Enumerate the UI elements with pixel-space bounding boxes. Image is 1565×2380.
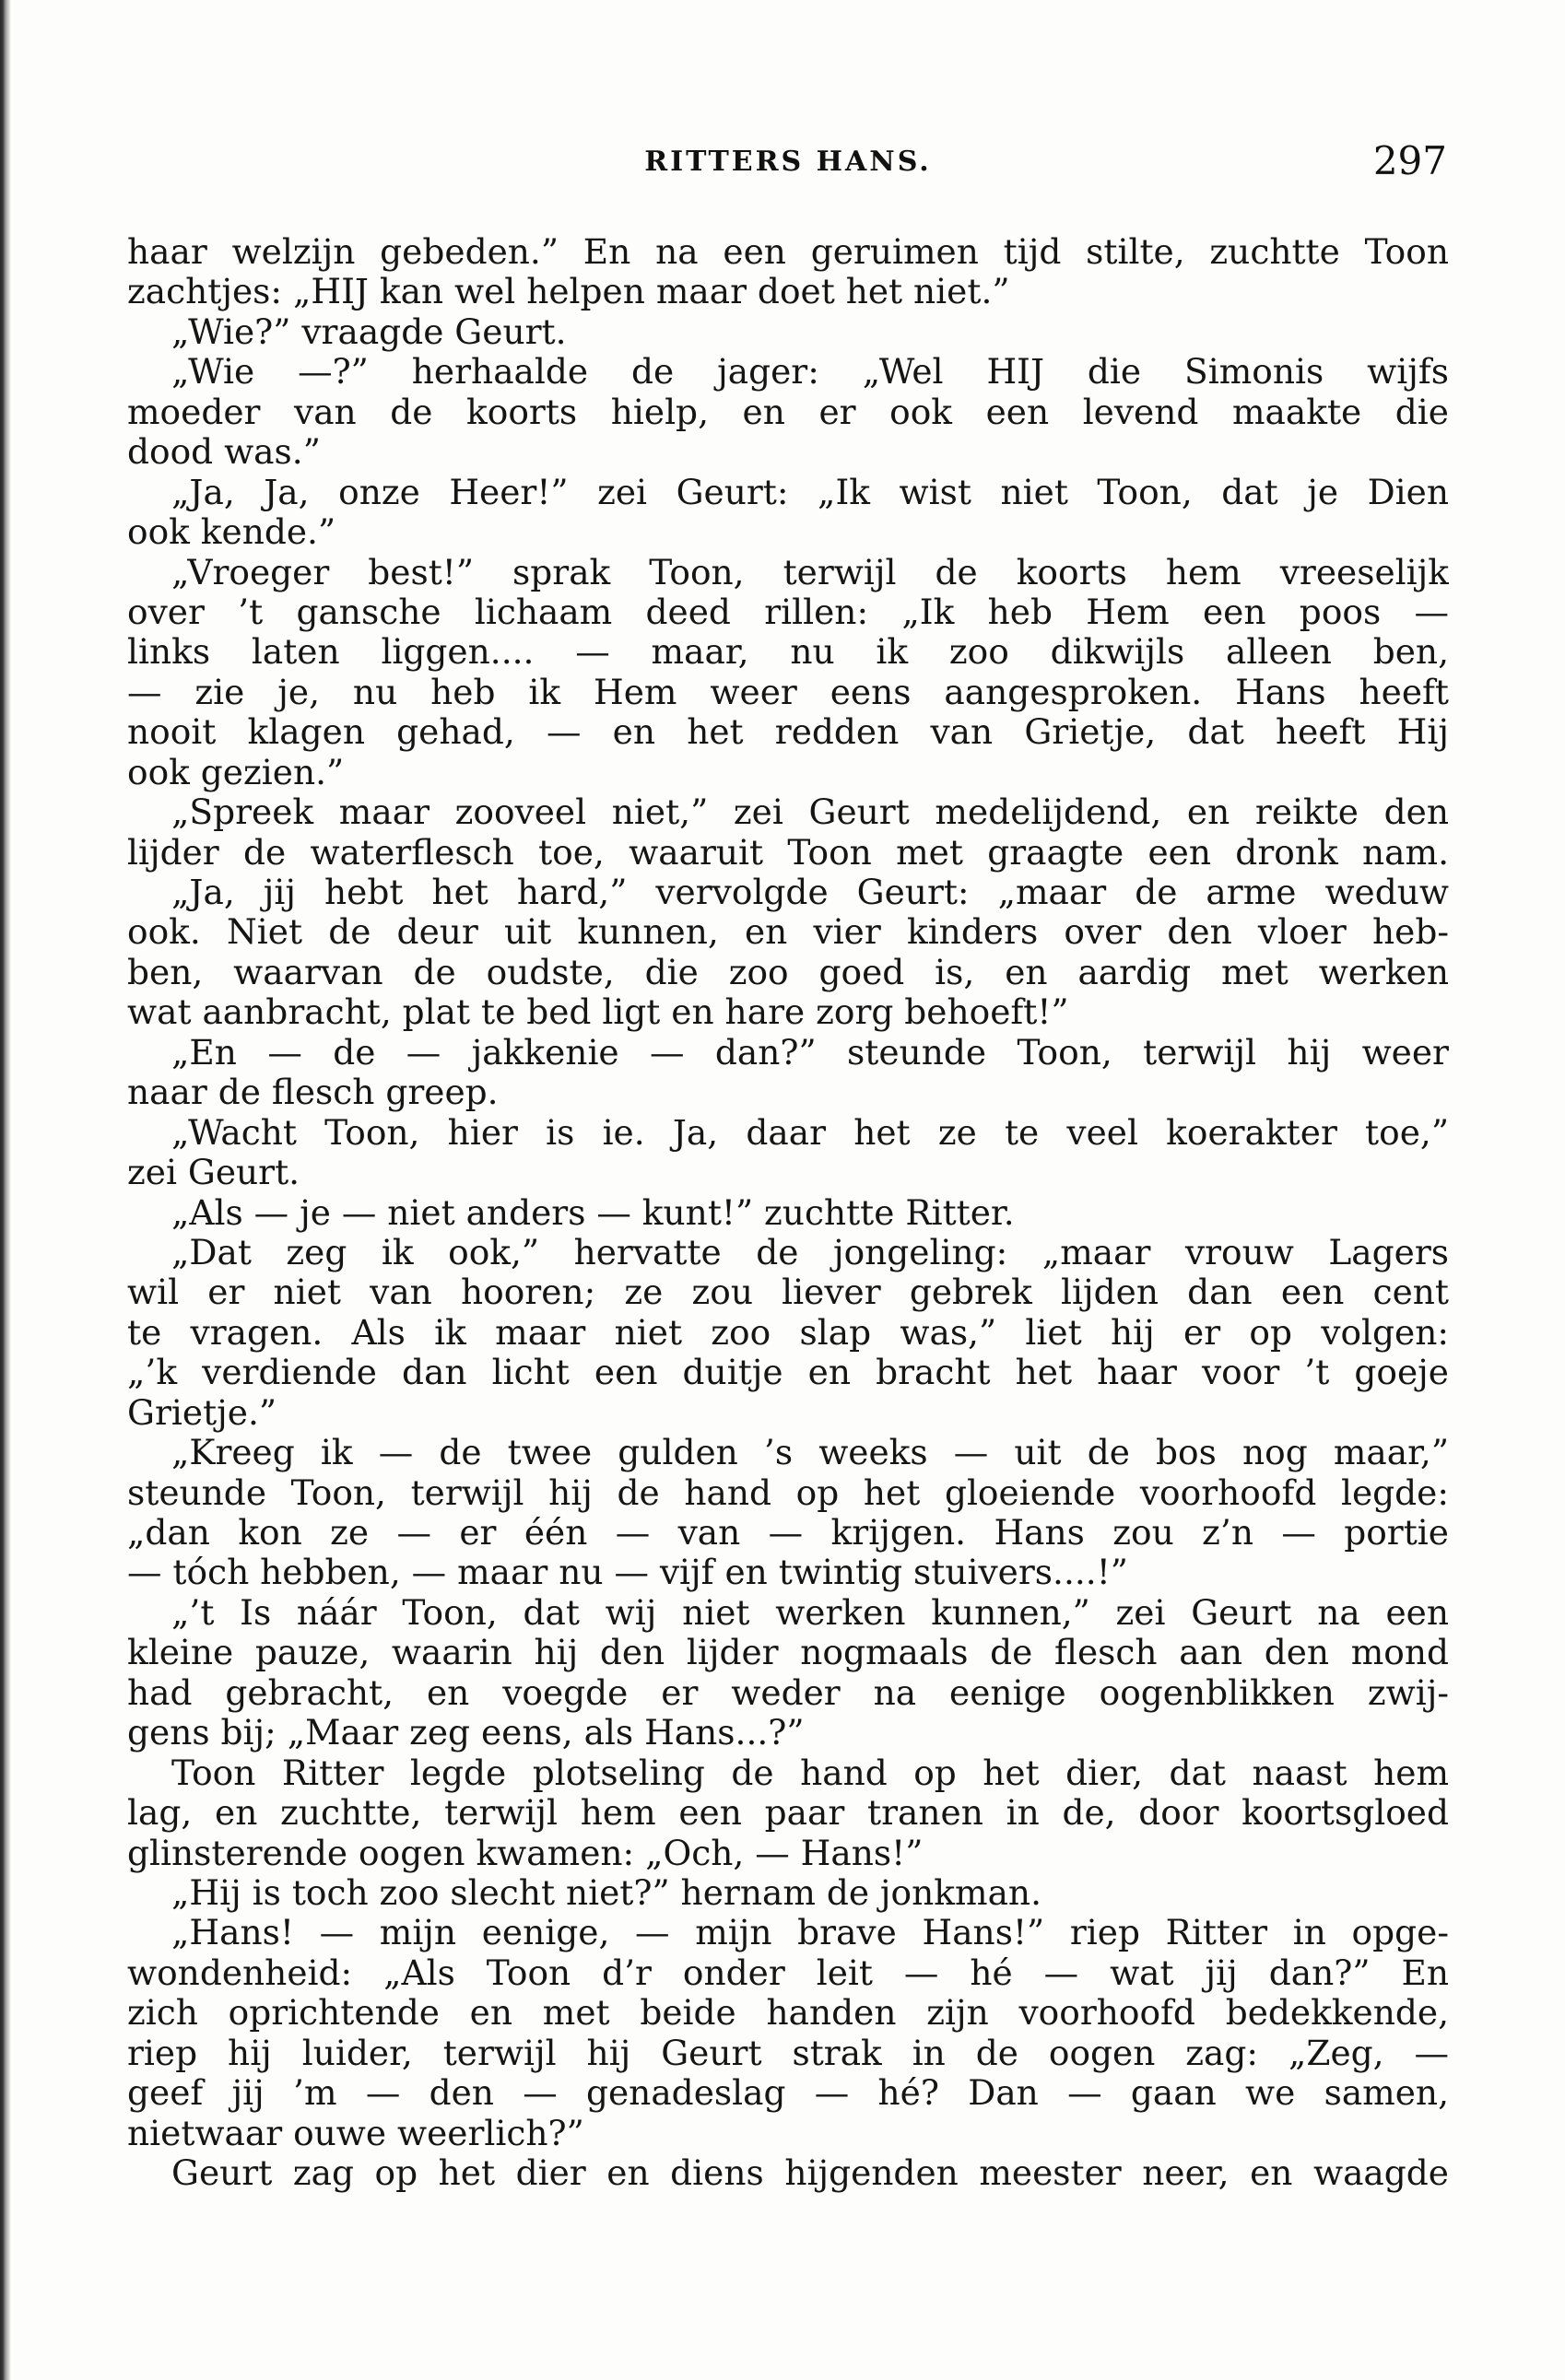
text-line: ook. Niet de deur uit kunnen, en vier kinders over den vloer heb- [127,912,1449,953]
text-line: „Vroeger best!” sprak Toon, terwijl de koorts hem vreeselijk [171,552,1449,592]
text-line: „Wacht Toon, hier is ie. Ja, daar het ze te veel koerakter toe,” [171,1112,1449,1153]
page-number: 297 [1372,138,1447,183]
text-line: „Dat zeg ik ook,” hervatte de jongeling: „maar vrouw Lagers [171,1232,1449,1272]
text-line: „En — de — jakkenie — dan?” steunde Toon, terwijl hij weer [171,1032,1449,1073]
text-line: steunde Toon, terwijl hij de hand op het gloeiende voorhoofd legde: [127,1472,1449,1513]
text-line: dood was.” [127,432,321,473]
text-line: geef jij ’m — den — genadeslag — hé? Dan — gaan we samen, [127,2073,1449,2114]
text-line: nooit klagen gehad, — en het redden van Grietje, dat heeft Hij [127,712,1449,753]
text-line: links laten liggen.... — maar, nu ik zoo dikwijls alleen ben, [127,632,1449,673]
text-line: „Hans! — mijn eenige, — mijn brave Hans!” riep Ritter in opge- [171,1913,1449,1953]
text-line: wil er niet van hooren; ze zou liever gebrek lijden dan een cent [127,1272,1449,1313]
text-line: zei Geurt. [127,1153,300,1193]
text-line: moeder van de koorts hielp, en er ook een levend maakte die [127,392,1449,432]
text-line: kleine pauze, waarin hij den lijder nogmaals de flesch aan den mond [127,1633,1449,1673]
text-line: „Spreek maar zooveel niet,” zei Geurt medelijdend, en reikte den [171,792,1449,833]
text-line: Toon Ritter legde plotseling de hand op het dier, dat naast hem [171,1753,1449,1793]
text-line: zich oprichtende en met beide handen zijn voorhoofd bedekkende, [127,1993,1449,2034]
binding-edge [0,0,11,2380]
text-line: „Kreeg ik — de twee gulden ’s weeks — uit de bos nog maar,” [171,1433,1449,1473]
text-line: lag, en zuchtte, terwijl hem een paar tranen in de, door koortsgloed [127,1793,1449,1834]
text-line: over ’t gansche lichaam deed rillen: „Ik heb Hem een poos — [127,592,1449,632]
page-header [129,138,1447,193]
text-line: Geurt zag op het dier en diens hijgenden meester neer, en waagde [171,2153,1449,2193]
text-line: lijder de waterflesch toe, waaruit Toon met graagte een dronk nam. [127,832,1449,873]
text-line: ben, waarvan de oudste, die zoo goed is, en aardig met werken [127,952,1449,992]
text-line: wat aanbracht, plat te bed ligt en hare zorg behoeft!” [127,992,1069,1033]
text-line: „Als — je — niet anders — kunt!” zuchtte Ritter. [171,1192,1015,1233]
text-line: te vragen. Als ik maar niet zoo slap was,” liet hij er op volgen: [127,1312,1449,1353]
text-line: „Ja, Ja, onze Heer!” zei Geurt: „Ik wist niet Toon, dat je Dien [171,472,1449,512]
text-line: ook kende.” [127,512,336,553]
text-line: naar de flesch greep. [127,1073,499,1113]
text-line: Grietje.” [127,1392,277,1433]
text-line: — zie je, nu heb ik Hem weer eens aangesproken. Hans heeft [127,672,1449,712]
text-line: „dan kon ze — er één — van — krijgen. Hans zou z’n — portie [127,1513,1449,1553]
text-line: „Hij is toch zoo slecht niet?” hernam de jonkman. [171,1872,1042,1913]
text-line: „Wie?” vraagde Geurt. [171,311,567,352]
text-line: — tóch hebben, — maar nu — vijf en twintig stuivers....!” [127,1553,1128,1593]
text-line: glinsterende oogen kwamen: „Och, — Hans!” [127,1833,924,1873]
text-line: „’t Is náár Toon, dat wij niet werken kunnen,” zei Geurt na een [171,1592,1449,1633]
text-line: riep hij luider, terwijl hij Geurt strak in de oogen zag: „Zeg, — [127,2033,1449,2073]
text-line: „Ja, jij hebt het hard,” vervolgde Geurt: „maar de arme weduw [171,873,1449,912]
text-line: nietwaar ouwe weerlich?” [127,2113,584,2153]
text-line: zachtjes: „HIJ kan wel helpen maar doet het niet.” [127,272,1010,312]
text-line: wondenheid: „Als Toon d’r onder leit — hé — wat jij dan?” En [127,1952,1449,1993]
text-line: „Wie —?” herhaalde de jager: „Wel HIJ die Simonis wijfs [171,352,1449,393]
body-text [127,232,1449,2193]
text-line: „’k verdiende dan licht een duitje en bracht het haar voor ’t goeje [127,1353,1449,1393]
text-line: haar welzijn gebeden.” En na een geruimen tijd stilte, zuchtte Toon [127,232,1449,272]
text-line: had gebracht, en voegde er weder na eenige oogenblikken zwij- [127,1672,1449,1713]
running-head: RITTERS HANS. [644,146,932,178]
text-line: gens bij; „Maar zeg eens, als Hans...?” [127,1713,805,1753]
text-line: ook gezien.” [127,752,345,792]
